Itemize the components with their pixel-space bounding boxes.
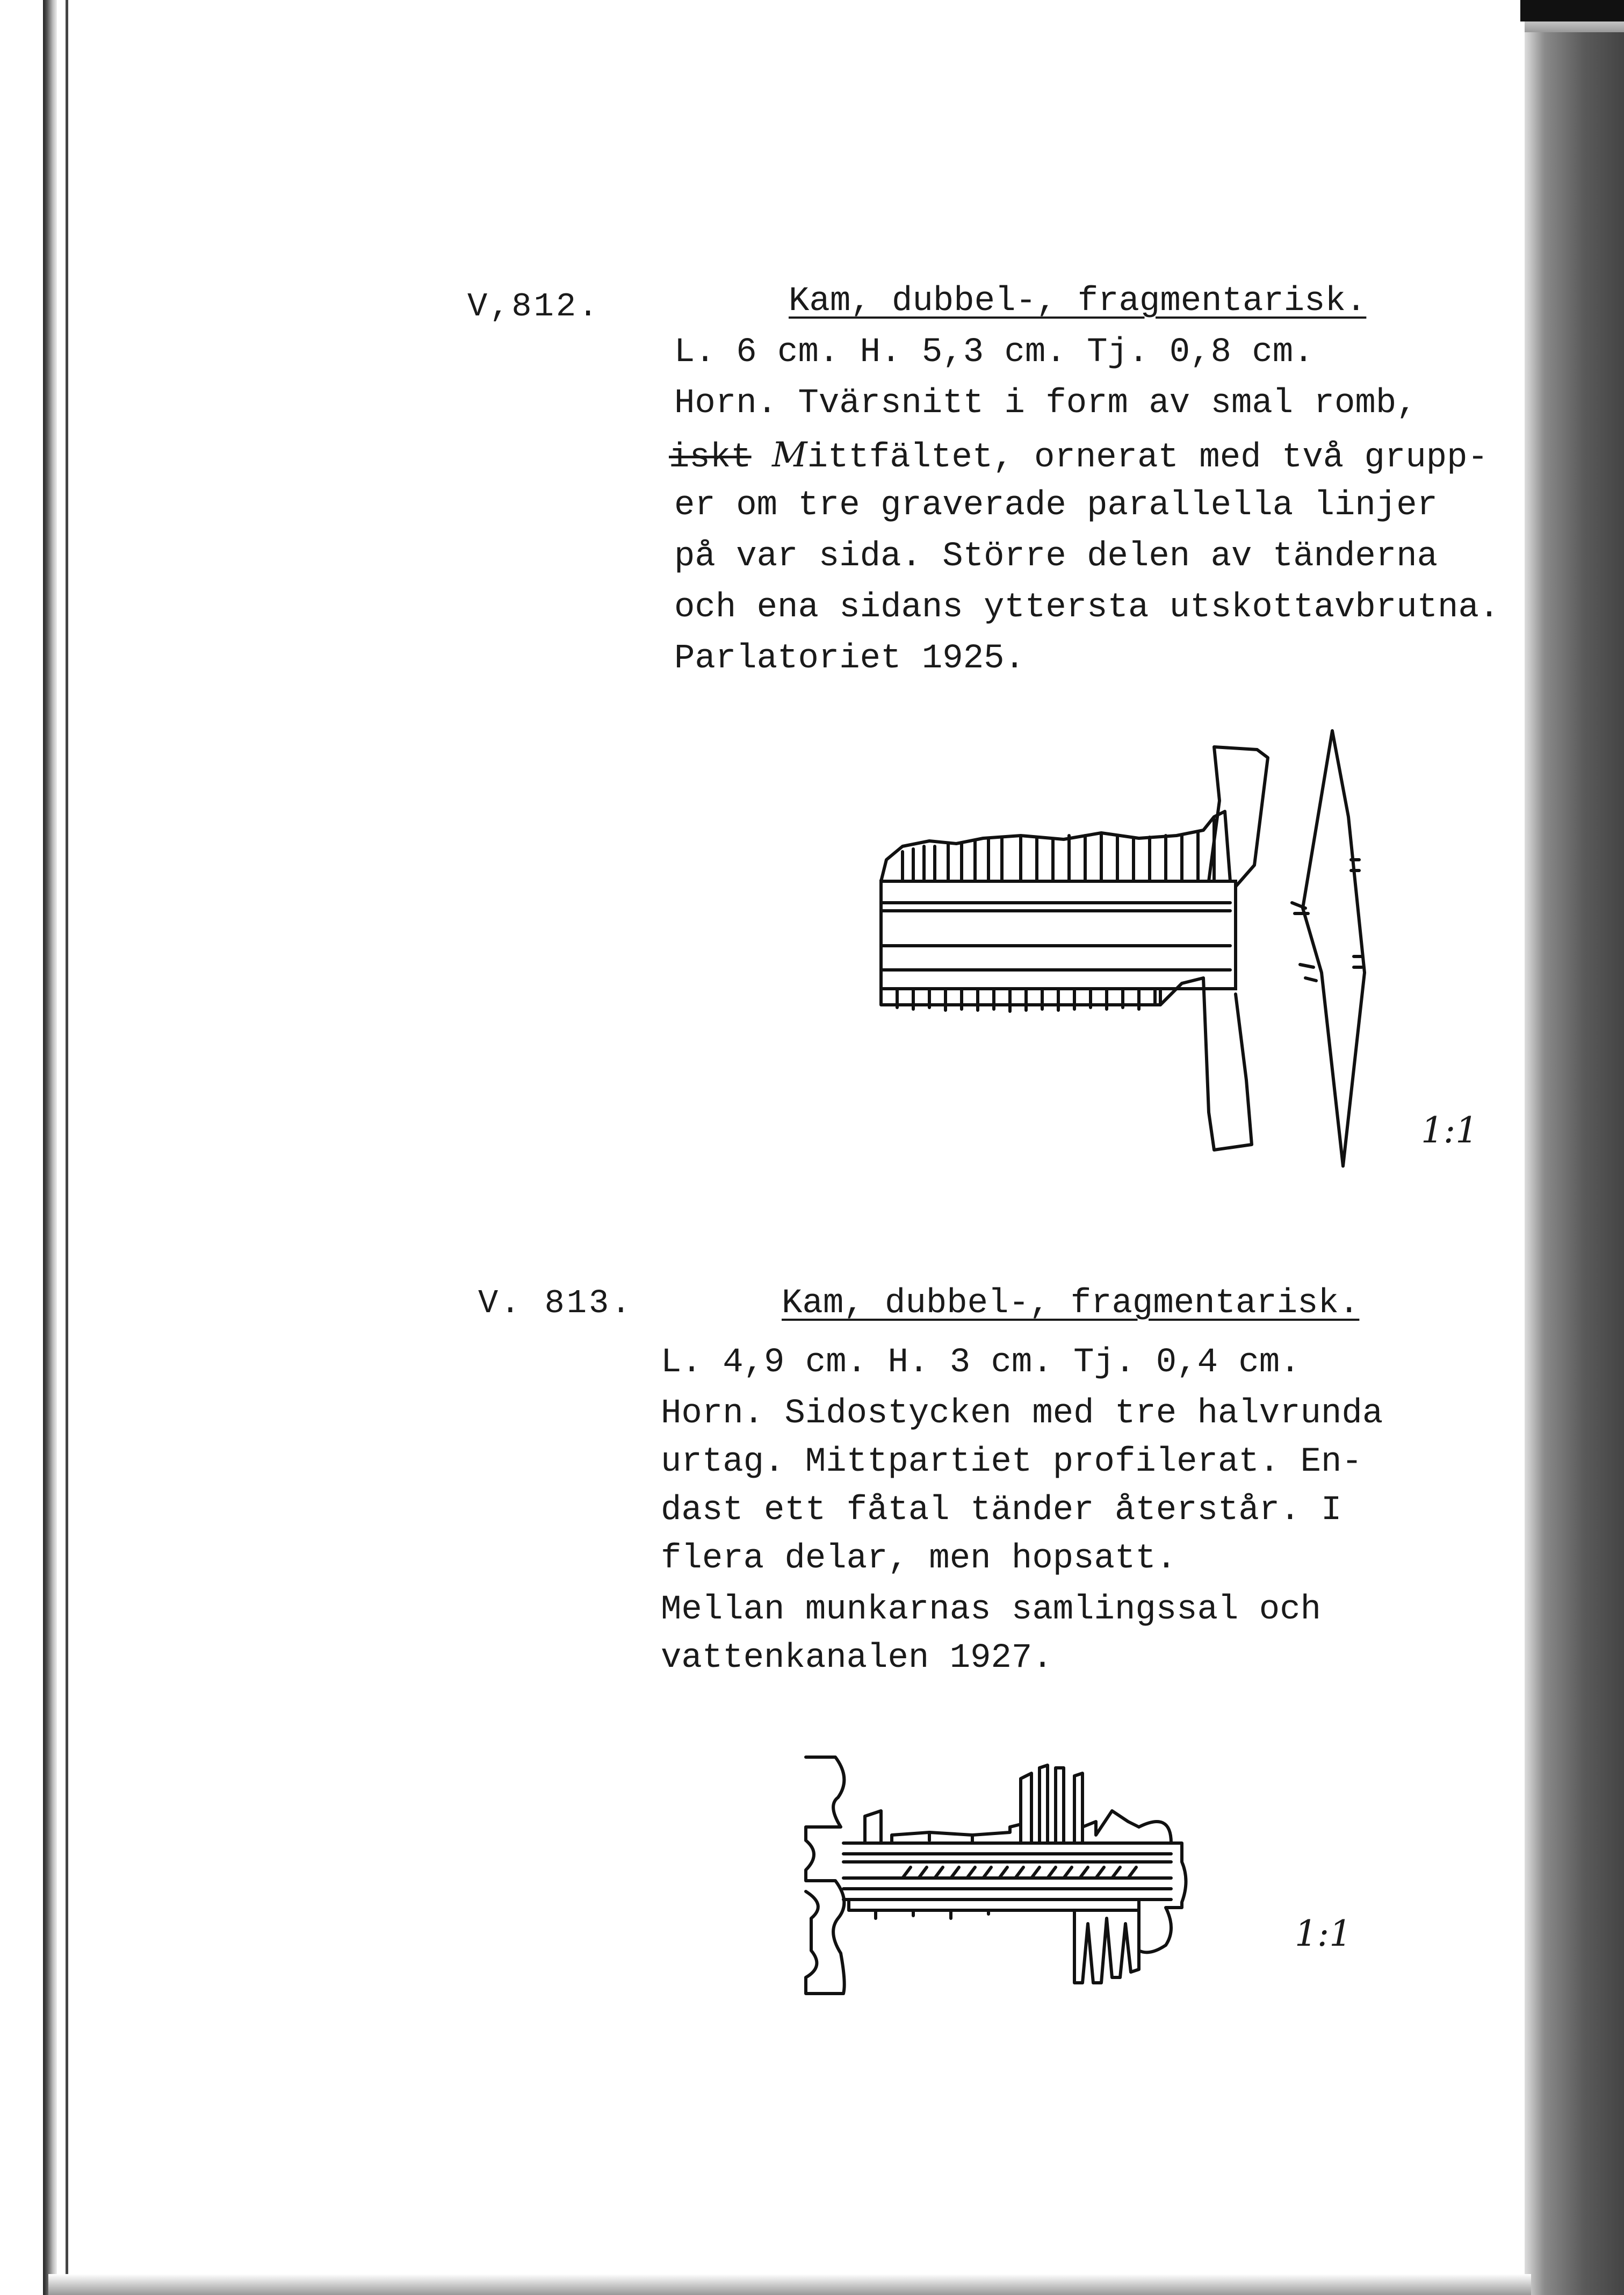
page-corner-dark	[1520, 0, 1624, 21]
entry-813-line-2: Horn. Sidostycken med tre halvrunda	[661, 1394, 1383, 1433]
comb-813-drawing	[795, 1746, 1193, 2015]
entry-813-line-3: urtag. Mittpartiet profilerat. En-	[661, 1443, 1362, 1481]
entry-813-line-7: vattenkanalen 1927.	[661, 1639, 1053, 1678]
entry-813-line-1: L. 4,9 cm. H. 3 cm. Tj. 0,4 cm.	[661, 1343, 1301, 1382]
handwritten-correction: M	[772, 435, 807, 475]
entry-813-number: V. 813.	[478, 1284, 633, 1322]
entry-812-line-1: L. 6 cm. H. 5,3 cm. Tj. 0,8 cm.	[674, 333, 1314, 372]
struck-word: iskt	[669, 438, 752, 477]
page-binding-left	[43, 0, 57, 2295]
entry-813-line-4: dast ett fåtal tänder återstår. I	[661, 1491, 1342, 1530]
entry-812-line-6: och ena sidans yttersta utskottavbrutna.	[674, 588, 1500, 627]
entry-813-line-6: Mellan munkarnas samlingssal och	[661, 1591, 1321, 1629]
page-edge-bottom	[48, 2274, 1531, 2295]
page-edge-right	[1525, 32, 1624, 2295]
entry-813-scale: 1:1	[1295, 1913, 1352, 1954]
entry-812-title: Kam, dubbel-, fragmentarisk.	[789, 282, 1367, 321]
entry-812-line-3-text: ittfältet, ornerat med två grupp-	[807, 438, 1488, 477]
entry-812-scale: 1:1	[1421, 1110, 1478, 1151]
entry-812-line-3	[669, 435, 1488, 477]
comb-812-drawing	[860, 725, 1397, 1182]
entry-812-line-2: Horn. Tvärsnitt i form av smal romb,	[674, 384, 1417, 423]
entry-812-line-5: på var sida. Större delen av tänderna	[674, 537, 1438, 576]
entry-812-line-4: er om tre graverade parallella linjer	[674, 486, 1438, 525]
entry-812-line-7: Parlatoriet 1925.	[674, 639, 1025, 678]
entry-813-line-5: flera delar, men hopsatt.	[661, 1539, 1177, 1578]
page-binding-line	[66, 0, 68, 2295]
entry-812-number: V,812.	[467, 287, 601, 326]
entry-813-title: Kam, dubbel-, fragmentarisk.	[782, 1284, 1360, 1323]
